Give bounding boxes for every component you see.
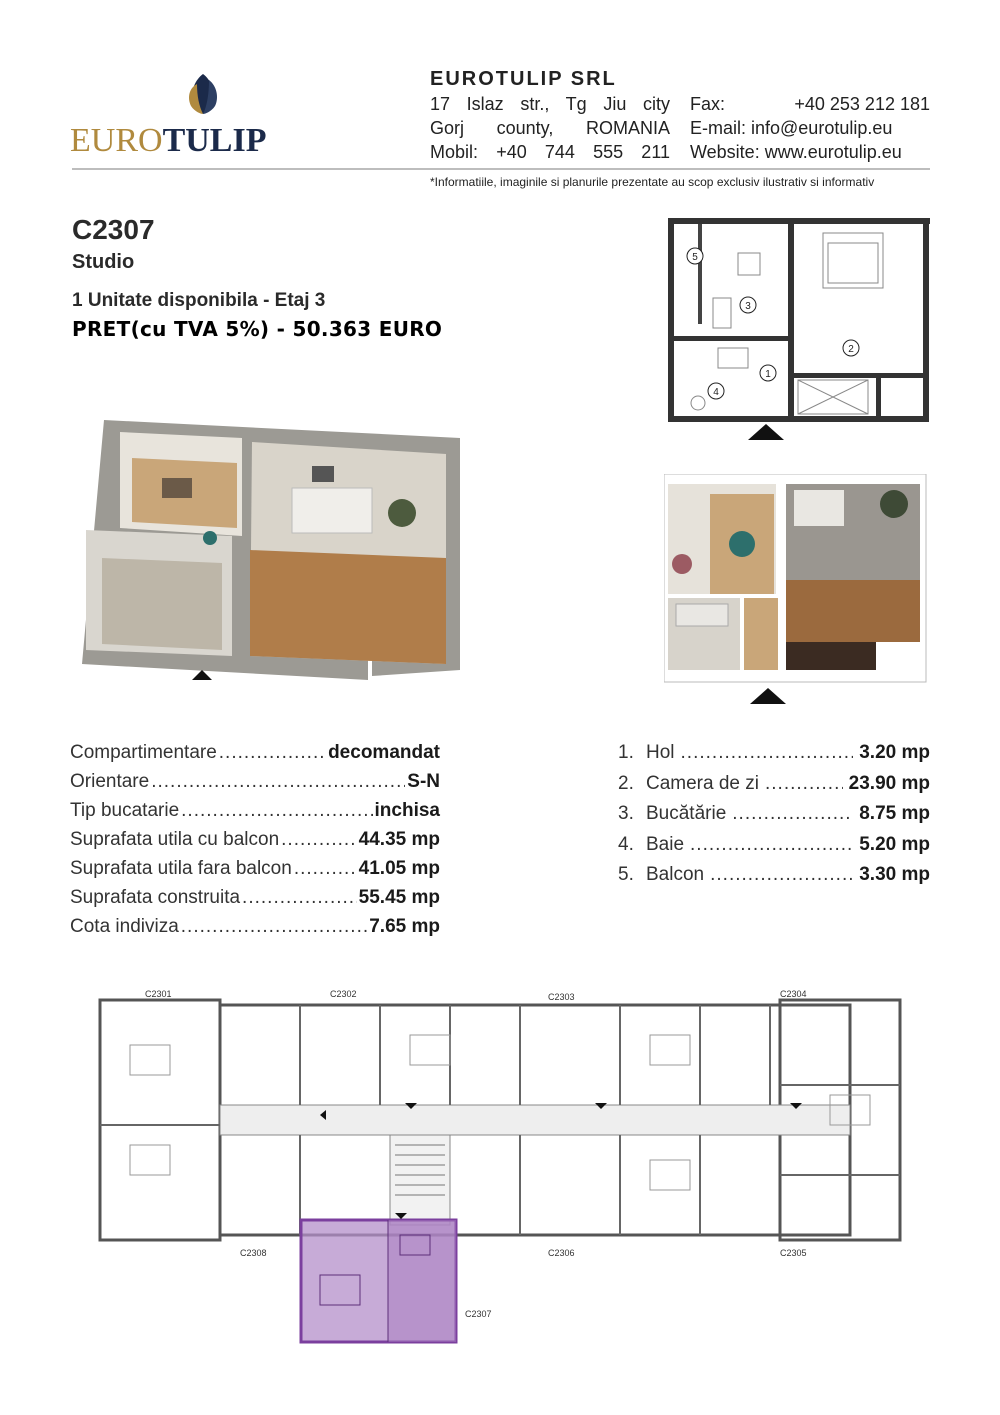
room-number: 5. bbox=[618, 864, 634, 886]
plan-marker-1: 1 bbox=[765, 369, 771, 380]
dot-leader bbox=[765, 773, 843, 795]
header-divider bbox=[72, 168, 930, 170]
room-area: 3.30 mp bbox=[859, 864, 930, 886]
unit-topdown-render bbox=[664, 474, 930, 706]
spec-label: Compartimentare bbox=[70, 741, 217, 763]
mobile-number: Mobil: +40 744 555 211 bbox=[430, 142, 670, 162]
spec-row bbox=[70, 825, 440, 854]
dot-leader bbox=[151, 771, 405, 793]
room-area: 8.75 mp bbox=[859, 803, 930, 825]
room-row bbox=[618, 738, 930, 769]
unit-3d-render bbox=[72, 418, 462, 690]
availability-text: 1 Unitate disponibila - Etaj 3 bbox=[72, 290, 326, 311]
price-text: PRET(cu TVA 5%) - 50.363 EURO bbox=[72, 317, 443, 341]
rooms-list bbox=[618, 738, 930, 891]
dot-leader bbox=[732, 803, 853, 825]
plan-marker-2: 2 bbox=[848, 344, 854, 355]
spec-label: Tip bucatarie bbox=[70, 799, 180, 821]
unit-label-c2303: C2303 bbox=[548, 992, 575, 1002]
dot-leader bbox=[281, 829, 357, 851]
fax-number: +40 253 212 181 bbox=[794, 94, 930, 114]
building-floor-plan bbox=[90, 985, 920, 1350]
spec-label: Suprafata construita bbox=[70, 886, 241, 908]
unit-type: Studio bbox=[72, 251, 135, 273]
room-row bbox=[618, 769, 930, 800]
dot-leader bbox=[710, 864, 853, 886]
room-row bbox=[618, 799, 930, 830]
room-number: 2. bbox=[618, 772, 634, 794]
room-name: Baie bbox=[646, 833, 685, 855]
spec-value: 55.45 mp bbox=[358, 886, 440, 908]
dot-leader bbox=[219, 742, 326, 764]
logo-text-tulip: TULIP bbox=[162, 122, 267, 159]
unit-label-c2308: C2308 bbox=[240, 1248, 267, 1258]
room-number: 1. bbox=[618, 742, 634, 764]
fax-label: Fax: bbox=[690, 94, 726, 114]
dot-leader bbox=[181, 800, 372, 822]
spec-label: Orientare bbox=[70, 770, 150, 792]
plan-marker-3: 3 bbox=[745, 301, 751, 312]
spec-row bbox=[70, 883, 440, 912]
email-address[interactable]: E-mail: info@eurotulip.eu bbox=[690, 118, 893, 138]
spec-row bbox=[70, 796, 440, 825]
room-name: Camera de zi bbox=[646, 772, 759, 794]
unit-label-c2304: C2304 bbox=[780, 989, 807, 999]
unit-label-c2302: C2302 bbox=[330, 989, 357, 999]
address-line-2: Gorj county, ROMANIA bbox=[430, 118, 670, 138]
room-name: Balcon bbox=[646, 864, 705, 886]
room-area: 5.20 mp bbox=[859, 833, 930, 855]
tulip-logo-icon bbox=[173, 70, 233, 130]
room-number: 3. bbox=[618, 803, 634, 825]
unit-label-c2305: C2305 bbox=[780, 1248, 807, 1258]
spec-label: Suprafata utila cu balcon bbox=[70, 828, 280, 850]
website-link[interactable]: Website: www.eurotulip.eu bbox=[690, 142, 902, 162]
room-name: Hol bbox=[646, 742, 675, 764]
spec-row bbox=[70, 738, 440, 767]
spec-value: inchisa bbox=[374, 799, 440, 821]
logo bbox=[70, 70, 320, 165]
room-row bbox=[618, 830, 930, 861]
room-row bbox=[618, 860, 930, 891]
unit-floor-plan bbox=[668, 218, 930, 444]
dot-leader bbox=[294, 858, 357, 880]
address-line-1: 17 Islaz str., Tg Jiu city bbox=[430, 94, 670, 114]
plan-marker-4: 4 bbox=[713, 387, 719, 398]
dot-leader bbox=[181, 916, 367, 938]
spec-row bbox=[70, 912, 440, 941]
specs-list bbox=[70, 738, 440, 941]
logo-text-euro: EURO bbox=[70, 122, 163, 159]
unit-code: C2307 bbox=[72, 214, 155, 245]
spec-value: S-N bbox=[407, 770, 440, 792]
unit-label-c2306: C2306 bbox=[548, 1248, 575, 1258]
dot-leader bbox=[690, 834, 853, 856]
spec-value: 7.65 mp bbox=[369, 915, 440, 937]
plan-marker-5: 5 bbox=[692, 252, 698, 263]
unit-label-c2307: C2307 bbox=[465, 1309, 492, 1319]
room-area: 3.20 mp bbox=[859, 742, 930, 764]
spec-label: Suprafata utila fara balcon bbox=[70, 857, 292, 879]
company-name: EUROTULIP SRL bbox=[430, 68, 617, 90]
dot-leader bbox=[242, 887, 357, 909]
room-name: Bucătărie bbox=[646, 803, 727, 825]
spec-row bbox=[70, 767, 440, 796]
contact-block bbox=[690, 92, 930, 164]
unit-label-c2301: C2301 bbox=[145, 989, 172, 999]
spec-value: 41.05 mp bbox=[358, 857, 440, 879]
spec-label: Cota indiviza bbox=[70, 915, 179, 937]
room-area: 23.90 mp bbox=[848, 772, 930, 794]
disclaimer-text: *Informatiile, imaginile si planurile prezentate au scop exclusiv ilustrativ si informativ bbox=[430, 175, 875, 189]
spec-value: decomandat bbox=[328, 741, 440, 763]
dot-leader bbox=[681, 742, 854, 764]
room-number: 4. bbox=[618, 833, 634, 855]
spec-row bbox=[70, 854, 440, 883]
address-block bbox=[430, 92, 670, 164]
spec-value: 44.35 mp bbox=[358, 828, 440, 850]
